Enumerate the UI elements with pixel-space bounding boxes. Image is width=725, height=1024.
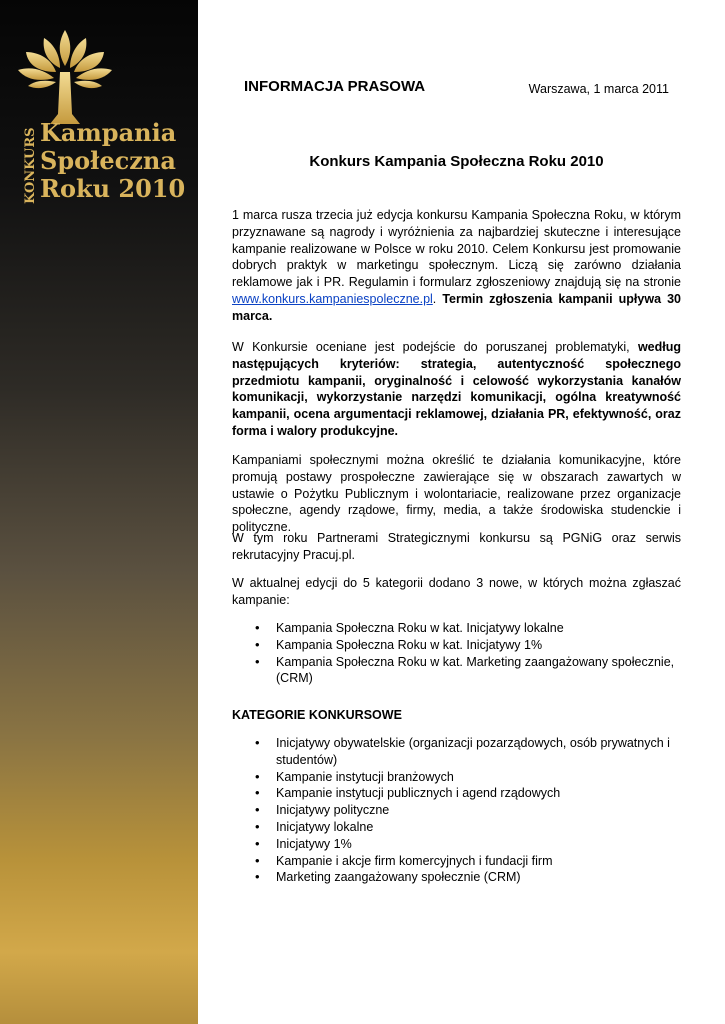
press-release-label: INFORMACJA PRASOWA <box>244 78 426 95</box>
new-categories-paragraph: W aktualnej edycji do 5 kategorii dodano 3 nowe, w których można zgłaszać kampanie: <box>232 576 681 607</box>
intro-paragraph <box>232 207 681 325</box>
list-item: • Kampania Społeczna Roku w kat. Marketing zaangażowany społecznie, (CRM) <box>232 654 681 688</box>
list-item: • Kampania Społeczna Roku w kat. Inicjatywy lokalne <box>232 620 681 637</box>
list-item: • Kampanie instytucji publicznych i agend rządowych <box>232 785 681 802</box>
definition-paragraph: Kampaniami społecznymi można określić te działania komunikacyjne, które promują postawy prospołeczne zawierające się w obszarach zawartych w ustawie o Pożytku Publicznym i wolontariacie, realizowane przez organizacje społeczne, agendy rządowe, firmy, media, a także środowiska studenckie i polityczne. <box>232 453 681 535</box>
logo-title-line-1: Kampania <box>40 118 177 147</box>
criteria-intro: W Konkursie oceniane jest podejście do poruszanej problematyki, <box>232 340 630 354</box>
decorative-sidebar <box>0 0 198 1024</box>
contest-website-link[interactable]: www.konkurs.kampaniespoleczne.pl <box>232 291 433 306</box>
list-item: • Kampania Społeczna Roku w kat. Inicjatywy 1% <box>232 637 681 654</box>
new-categories-list <box>232 620 681 687</box>
criteria-list-text: według następujących kryteriów: strategia, autentyczność społecznego przedmiotu kampanii, oryginalność i celowość wykorzystania kanałów komunikacji, wykorzystanie narzędzi komunikacji, ogólna kreatywność kampanii, ocena argumentacji reklamowej, działania PR, efektywność, oraz forma i walory produkcyjne. <box>232 340 681 438</box>
list-item: • Inicjatywy lokalne <box>232 819 681 836</box>
logo-title-line-3: Roku 2010 <box>40 174 186 203</box>
list-item: • Inicjatywy 1% <box>232 836 681 853</box>
document-title: Konkurs Kampania Społeczna Roku 2010 <box>309 153 604 170</box>
deadline-text: Termin zgłoszenia kampanii upływa 30 marca. <box>232 291 681 323</box>
intro-text: 1 marca rusza trzecia już edycja konkursu Kampania Społeczna Roku, w którym przyznawane są nagrody i wyróżnienia za najbardziej skuteczne i interesujące kampanie realizowane w Polsce w roku 2010. Celem Konkursu jest promowanie dobrych praktyk w marketingu społecznym. Liczą się zarówno działania reklamowe jak i PR. Regulamin i formularz zgłoszeniowy znajdują się na stronie <box>232 208 681 290</box>
list-item: • Marketing zaangażowany społecznie (CRM) <box>232 869 681 886</box>
list-item: • Kampanie instytucji branżowych <box>232 769 681 786</box>
list-item: • Inicjatywy obywatelskie (organizacji pozarządowych, osób prywatnych i studentów) <box>232 735 681 769</box>
document-header <box>232 79 681 99</box>
release-date: Warszawa, 1 marca 2011 <box>528 82 669 96</box>
list-item: • Kampanie i akcje firm komercyjnych i fundacji firm <box>232 853 681 870</box>
svg-text:KONKURS: KONKURS <box>23 127 38 204</box>
logo-title-line-2: Społeczna <box>40 146 176 175</box>
tree-logo-icon <box>14 28 116 128</box>
criteria-paragraph <box>232 339 681 440</box>
intro-punctuation: . <box>432 291 437 306</box>
categories-heading: KATEGORIE KONKURSOWE <box>232 708 402 722</box>
competition-categories-list <box>232 735 681 886</box>
list-item: • Inicjatywy polityczne <box>232 802 681 819</box>
partners-paragraph: W tym roku Partnerami Strategicznymi konkursu są PGNiG oraz serwis rekrutacyjny Pracuj.pl. <box>232 531 681 562</box>
konkurs-vertical-logo-text <box>18 126 40 206</box>
